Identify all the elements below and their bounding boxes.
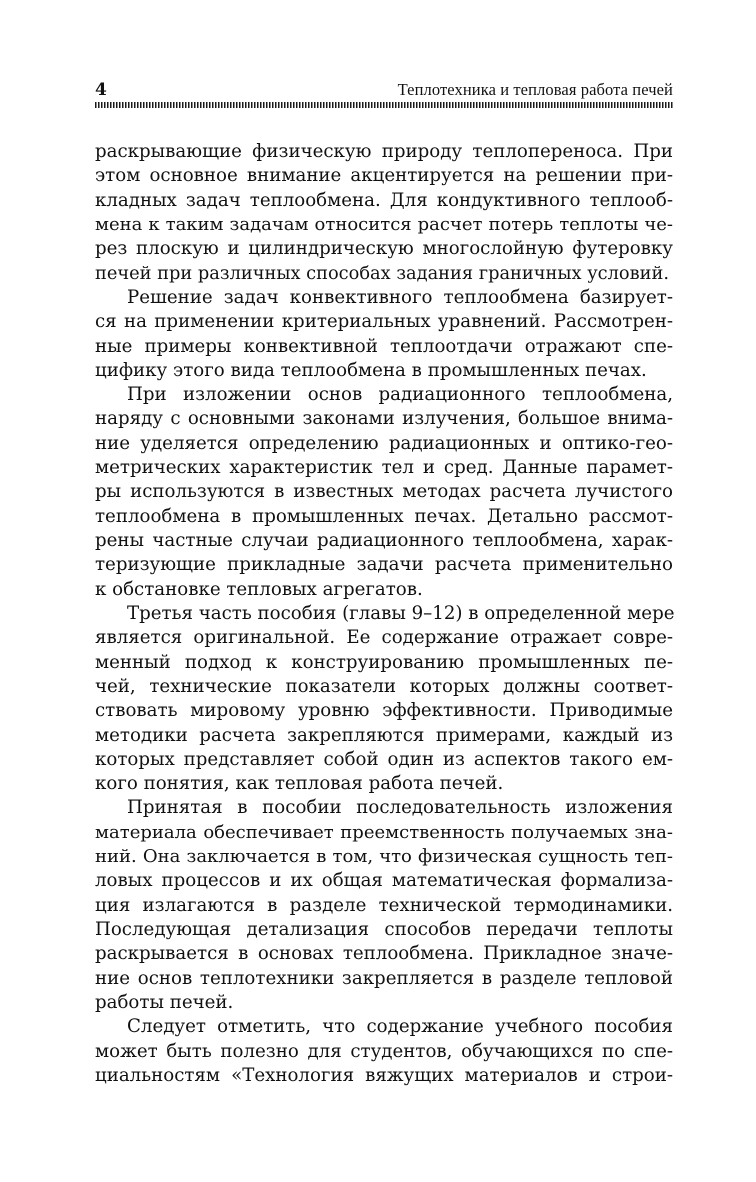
text-line: ний. Она заключается в том, что физическая сущность теп- — [95, 846, 673, 868]
text-line: ние основ теплотехники закрепляется в разделе тепловой — [95, 967, 673, 989]
text-line: этом основное внимание акцентируется на решении при- — [95, 165, 673, 187]
text-line: рез плоскую и цилиндрическую многослойную футеровку — [95, 238, 673, 260]
text-line: раскрывающие физическую природу теплопереноса. При — [95, 141, 673, 162]
text-line: Следует отметить, что содержание учебного пособия — [127, 1016, 673, 1038]
text-line: печей при различных способах задания граничных условий. — [95, 262, 669, 284]
paragraph — [95, 286, 673, 383]
text-line: Третья часть пособия (главы 9–12) в определенной мере — [127, 602, 675, 624]
book-page — [95, 0, 673, 1182]
page-number: 4 — [95, 80, 107, 100]
text-line: ся на применении критериальных уравнений. Рассмотрен- — [95, 311, 673, 333]
text-line: которых представляет собой один из аспектов такого ем- — [95, 748, 673, 770]
text-line: рены частные случаи радиационного теплообмена, харак- — [95, 530, 673, 551]
text-line: материала обеспечивает преемственность получаемых зна- — [95, 821, 673, 843]
text-line: ция излагаются в разделе технической термодинамики. — [95, 894, 673, 916]
paragraph — [95, 140, 673, 286]
text-line: методики расчета закрепляются примерами, каждый из — [95, 724, 673, 746]
text-line: метрических характеристик тел и сред. Данные парамет- — [95, 457, 673, 479]
text-line: При изложении основ радиационного теплообмена, — [127, 384, 673, 406]
text-line: ствовать мировому уровню эффективности. Приводимые — [95, 700, 673, 722]
text-line: ные примеры конвективной теплоотдачи отражают спе- — [95, 335, 673, 357]
text-line: Решение задач конвективного теплообмена базирует- — [127, 286, 673, 308]
paragraph — [95, 383, 673, 602]
text-line: кого понятия, как тепловая работа печей. — [95, 773, 504, 795]
text-line: Принятая в пособии последовательность изложения — [127, 797, 673, 819]
text-line: менный подход к конструированию промышленных пе- — [95, 651, 673, 673]
text-line: раскрывается в основах теплообмена. Прикладное значе- — [95, 943, 673, 965]
text-line: теризующие прикладные задачи расчета применительно — [95, 554, 673, 576]
running-header — [95, 78, 673, 100]
text-line: наряду с основными законами излучения, большое внима- — [95, 408, 673, 430]
text-line: ры используются в известных методах расчета лучистого — [95, 481, 673, 503]
text-line: ние уделяется определению радиационных и оптико-гео- — [95, 432, 673, 454]
text-line: является оригинальной. Ее содержание отражает совре- — [95, 627, 673, 649]
text-line: работы печей. — [95, 991, 234, 1013]
paragraph — [95, 796, 673, 1015]
text-line: цифику этого вида теплообмена в промышленных печах. — [95, 359, 647, 381]
text-line: теплообмена в промышленных печах. Детально рассмот- — [95, 505, 673, 527]
text-line: может быть полезно для студентов, обучающихся по спе- — [95, 1040, 673, 1062]
paragraph — [95, 602, 673, 797]
paragraph — [95, 1015, 673, 1088]
text-line: чей, технические показатели которых должны соответ- — [95, 675, 673, 697]
text-line: циальностям «Технология вяжущих материалов и строи- — [95, 1064, 673, 1086]
text-line: мена к таким задачам относится расчет потерь теплоты че- — [95, 213, 673, 235]
running-title: Теплотехника и тепловая работа печей — [397, 80, 673, 99]
body-text — [95, 140, 673, 1088]
text-line: ловых процессов и их общая математическая формализа- — [95, 870, 673, 892]
text-line: к обстановке тепловых агрегатов. — [95, 578, 423, 600]
text-line: Последующая детализация способов передачи теплоты — [95, 919, 673, 940]
text-line: кладных задач теплообмена. Для кондуктивного теплооб- — [95, 189, 673, 211]
header-rule — [95, 102, 673, 108]
